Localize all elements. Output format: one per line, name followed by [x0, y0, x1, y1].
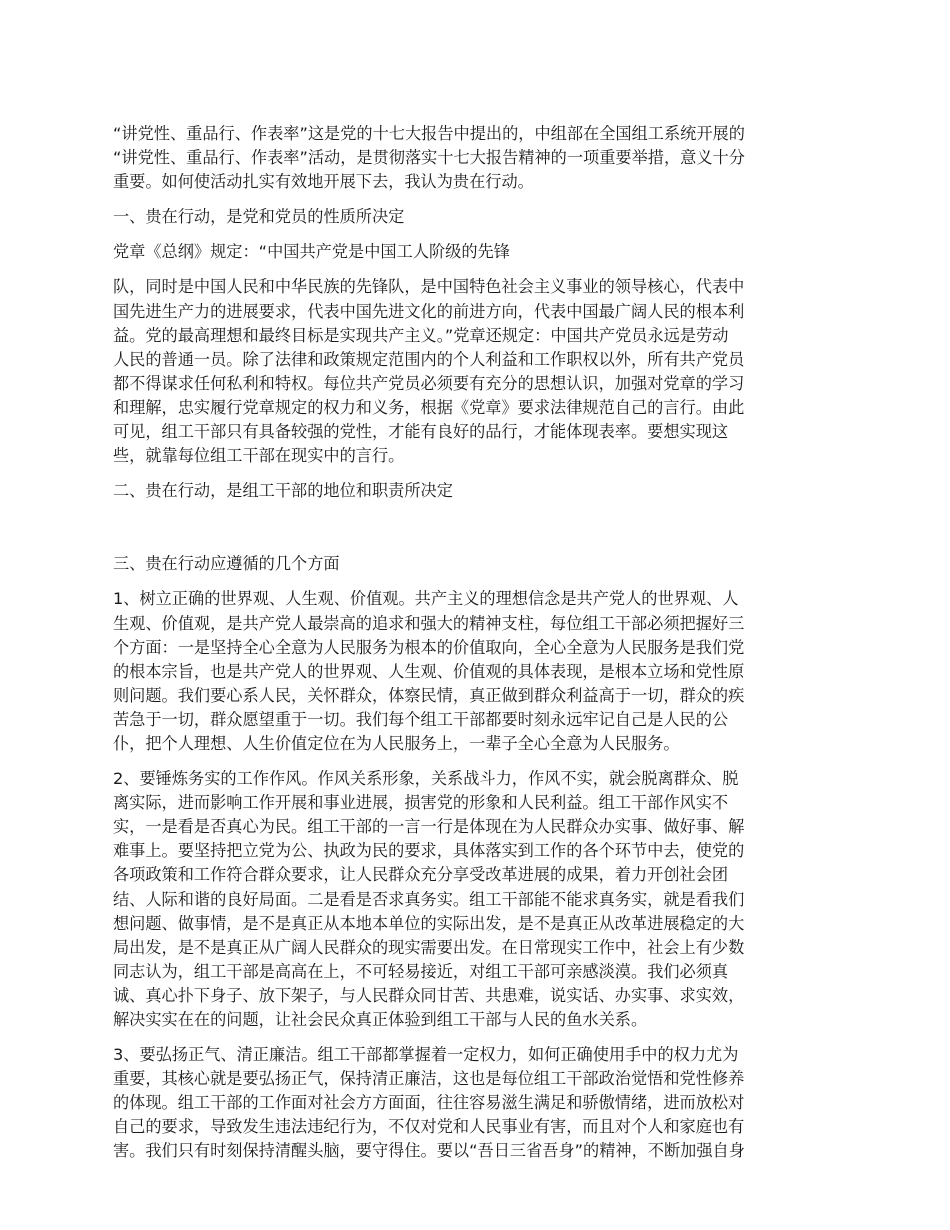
point-2-paragraph: 2、要锤炼务实的工作作风。作风关系形象，关系战斗力，作风不实，就会脱离群众、脱 离实际，进而影响工作开展和事业进展，损害党的形象和人民利益。组工干部作风实不 实，一是看是否真心为民。组工干部的一言一行是体现在为人民群众办实事、做好事、解 难事上。要坚持把立党为公、执政为民的要求，具体落实到工作的各个环节中去，使党的 各项政策和工作符合群众要求，让人民群众充分享受改革进展的成果，着力开创社会团 结、人际和谐的良好局面。二是看是否求真务实。组工干部能不能求真务实，就是看我们 想问题、做事情，是不是真正从本地本单位的实际出发，是不是真正从改革进展稳定的大 局出发，是不是真正从广阔人民群众的现实需要出发。在日常现实工作中，社会上有少数 同志认为，组工干部是高高在上，不可轻易接近，对组工干部可亲感淡漠。我们必须真 诚、真心扑下身子、放下架子，与人民群众同甘苦、共患难，说实话、办实事、求实效， 解决实实在在的问题，让社会民众真正体验到组工干部与人民的鱼水关系。 — [113, 769, 745, 1029]
party-constitution-quote-paragraph: 党章《总纲》规定：“中国共产党是中国工人阶级的先锋 — [113, 242, 510, 262]
document-body — [113, 122, 843, 1164]
vanguard-paragraph: 队，同时是中国人民和中华民族的先锋队，是中国特色社会主义事业的领导核心，代表中 国先进生产力的进展要求，代表中国先进文化的前进方向，代表中国最广阔人民的根本利 益。党的最高理想和最终目标是实现共产主义。”党章还规定：中国共产党员永远是劳动 人民的普通一员。除了法律和政策规定范围内的个人利益和工作职权以外，所有共产党员 都不得谋求任何私利和特权。每位共产党员必须要有充分的思想认识，加强对党章的学习 和理解，忠实履行党章规定的权力和义务，根据《党章》要求法律规范自己的言行。由此 可见，组工干部只有具备较强的党性，才能有良好的品行，才能体现表率。要想实现这 些，就靠每位组工干部在现实中的言行。 — [113, 277, 745, 466]
point-1-paragraph: 1、树立正确的世界观、人生观、价值观。共产主义的理想信念是共产党人的世界观、人 生观、价值观，是共产党人最崇高的追求和强大的精神支柱，每位组工干部必须把握好三 个方面：一是坚持全心全意为人民服务为根本的价值取向，全心全意为人民服务是我们党 的根本宗旨，也是共产党人的世界观、人生观、价值观的具体表现，是根本立场和党性原 则问题。我们要心系人民，关怀群众，体察民情，真正做到群众利益高于一切，群众的疾 苦急于一切，群众愿望重于一切。我们每个组工干部都要时刻永远牢记自己是人民的公 仆，把个人理想、人生价值定位在为人民服务上，一辈子全心全意为人民服务。 — [113, 589, 745, 753]
point-3-paragraph: 3、要弘扬正气、清正廉洁。组工干部都掌握着一定权力，如何正确使用手中的权力尤为 重要，其核心就是要弘扬正气，保持清正廉洁，这也是每位组工干部政治觉悟和党性修养 的体现。组工干部的工作面对社会方方面面，往往容易滋生满足和骄傲情绪，进而放松对 自己的要求，导致发生违法违纪行为，不仅对党和人民事业有害，而且对个人和家庭也有 害。我们只有时刻保持清醒头脑，要守得住。要以“吾日三省吾身”的精神，不断加强自身 — [113, 1045, 745, 1161]
intro-paragraph: “讲党性、重品行、作表率”这是党的十七大报告中提出的，中组部在全国组工系统开展的 “讲党性、重品行、作表率”活动，是贯彻落实十七大报告精神的一项重要举措，意义十分 重要。如何使活动扎实有效地开展下去，我认为贵在行动。 — [113, 124, 745, 192]
section-heading-2: 二、贵在行动，是组工干部的地位和职责所决定 — [113, 481, 453, 501]
section-heading-3: 三、贵在行动应遵循的几个方面 — [113, 554, 340, 574]
section-heading-1: 一、贵在行动，是党和党员的性质所决定 — [113, 207, 405, 227]
